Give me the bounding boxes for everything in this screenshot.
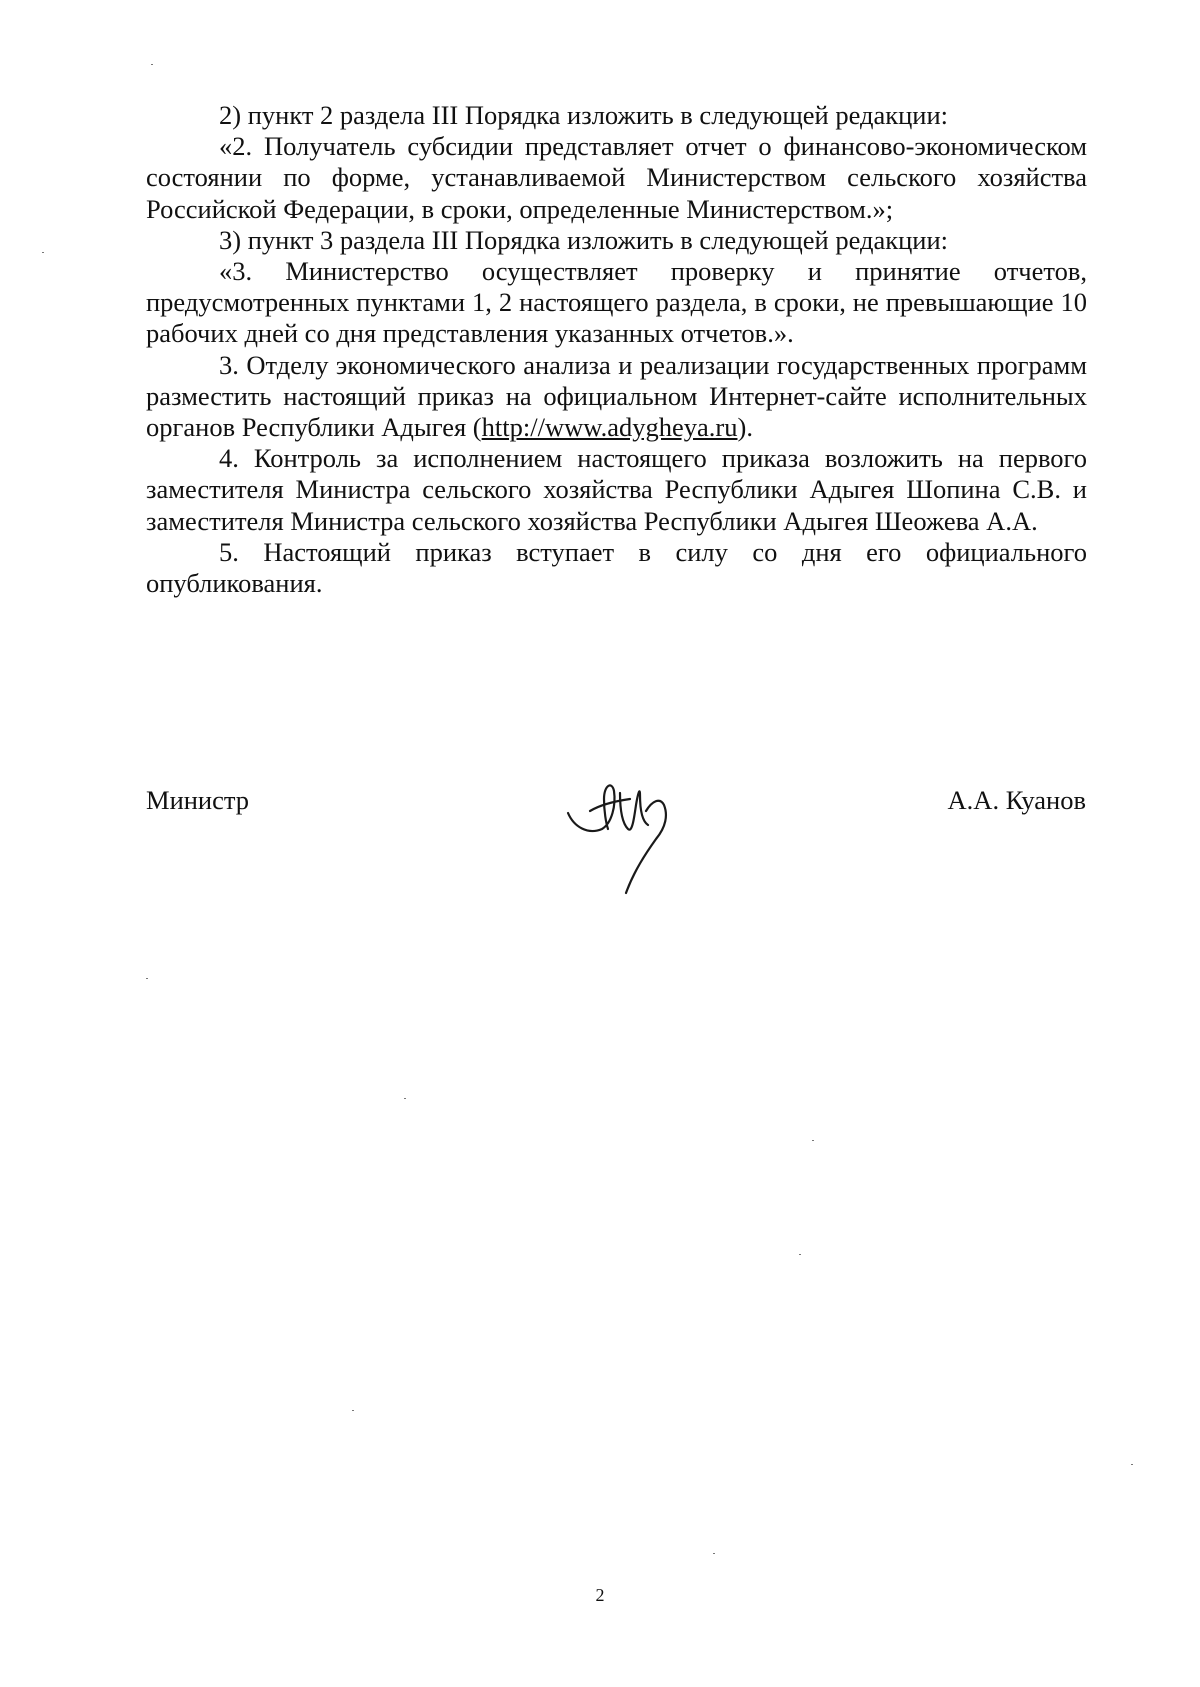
paragraph-text: 5. Настоящий приказ вступает в силу со дня его официального опубликования.: [146, 536, 1087, 599]
scan-speck: [713, 1553, 715, 1554]
paragraph: [146, 225, 1087, 256]
paragraph-text: 3. Отделу экономического анализа и реализации государственных программ разместить настоящий приказ на официальном Интернет-сайте исполнительных органов Республики Адыгея (: [146, 349, 1087, 443]
handwritten-signature: [560, 775, 710, 915]
paragraph-text: «2. Получатель субсидии представляет отчет о финансово-экономическом состоянии по форме, устанавливаемой Министерством сельского хозяйства Российской Федерации, в сроки, определенные Министерством.»;: [146, 131, 1087, 224]
website-link[interactable]: http://www.adygheya.ru: [481, 412, 738, 443]
document-body: [146, 100, 1087, 599]
scan-speck: [42, 252, 44, 253]
scan-speck: [404, 1098, 406, 1099]
paragraph: [146, 131, 1087, 225]
scan-speck: [812, 1140, 814, 1141]
paragraph: [146, 350, 1087, 444]
paragraph-text: 4. Контроль за исполнением настоящего приказа возложить на первого заместителя Министра сельского хозяйства Республики Адыгея Шопина С.В. и заместителя Министра сельского хозяйства Республики Адыгея Шеожева А.А.: [146, 443, 1087, 536]
paragraph: [146, 443, 1087, 537]
scan-speck: [799, 1254, 801, 1255]
scan-speck: [151, 64, 153, 65]
paragraph-text: ).: [737, 412, 753, 443]
scan-speck: [1131, 1464, 1133, 1465]
paragraph: [146, 537, 1087, 599]
paragraph-text: 2) пункт 2 раздела III Порядка изложить в следующей редакции:: [219, 100, 949, 130]
paragraph: [146, 100, 1087, 131]
paragraph: [146, 256, 1087, 350]
scan-speck: [352, 1410, 354, 1411]
scan-speck: [146, 978, 148, 979]
paragraph-text: «3. Министерство осуществляет проверку и принятие отчетов, предусмотренных пунктами 1, 2 настоящего раздела, в сроки, не превышающие 10 рабочих дней со дня представления указанных отчетов.».: [146, 256, 1087, 349]
signatory-name: А.А. Куанов: [947, 785, 1086, 815]
signatory-title: Министр: [146, 785, 250, 815]
page-number: 2: [595, 1585, 605, 1605]
paragraph-text: 3) пункт 3 раздела III Порядка изложить в следующей редакции:: [219, 224, 949, 255]
